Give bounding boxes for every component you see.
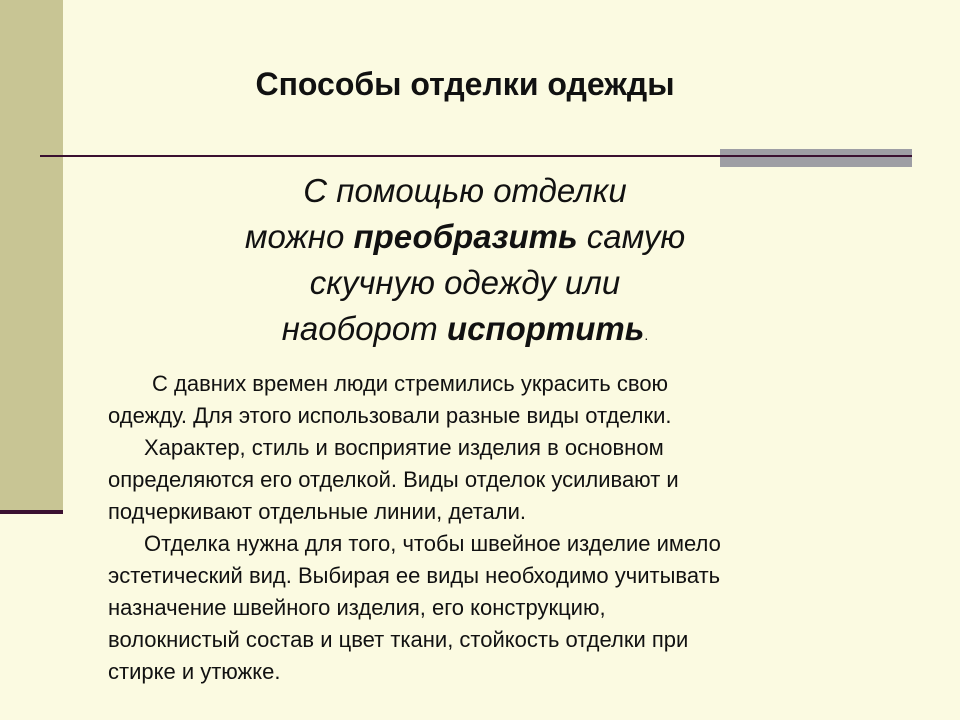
lead-line-2-suffix: самую — [577, 218, 686, 255]
lead-line-2 — [170, 214, 760, 260]
lead-emphasis-spoil: испортить — [446, 310, 645, 347]
lead-emphasis-transform: преобразить — [353, 218, 578, 255]
body-p2-line-3: подчеркивают отдельные линии, детали. — [108, 499, 526, 524]
body-paragraph-3 — [108, 528, 908, 560]
body-p3-line-2: эстетический вид. Выбирая ее виды необходимо учитывать — [108, 563, 721, 588]
body-text — [108, 368, 908, 688]
lead-line-3: скучную одежду или — [309, 264, 621, 301]
lead-line-4-suffix: . — [644, 327, 649, 343]
body-p3-line-3: назначение швейного изделия, его конструкцию, — [108, 595, 606, 620]
body-p3-line-5: стирке и утюжке. — [108, 659, 281, 684]
body-p3-line-4: волокнистый состав и цвет ткани, стойкость отделки при — [108, 627, 689, 652]
side-band-underline — [0, 510, 63, 514]
lead-statement — [170, 168, 760, 358]
body-p1-line-2: одежду. Для этого использовали разные виды отделки. — [108, 403, 672, 428]
body-p1-line-1: С давних времен люди стремились украсить свою — [152, 371, 669, 396]
slide-title: Способы отделки одежды — [255, 66, 675, 102]
lead-line-4-prefix: наоборот — [281, 310, 447, 347]
lead-line-2-prefix: можно — [244, 218, 354, 255]
body-paragraph-1 — [108, 368, 908, 400]
body-p2-line-1: Характер, стиль и восприятие изделия в основном — [144, 435, 664, 460]
title-rule-accent — [720, 149, 912, 167]
body-p2-line-2: определяются его отделкой. Виды отделок усиливают и — [108, 467, 679, 492]
body-p3-line-1: Отделка нужна для того, чтобы швейное изделие имело — [144, 531, 721, 556]
lead-line-1: С помощью отделки — [303, 172, 627, 209]
title-rule-accent-line — [720, 155, 912, 157]
lead-line-4 — [170, 306, 760, 358]
body-paragraph-2 — [108, 432, 908, 464]
